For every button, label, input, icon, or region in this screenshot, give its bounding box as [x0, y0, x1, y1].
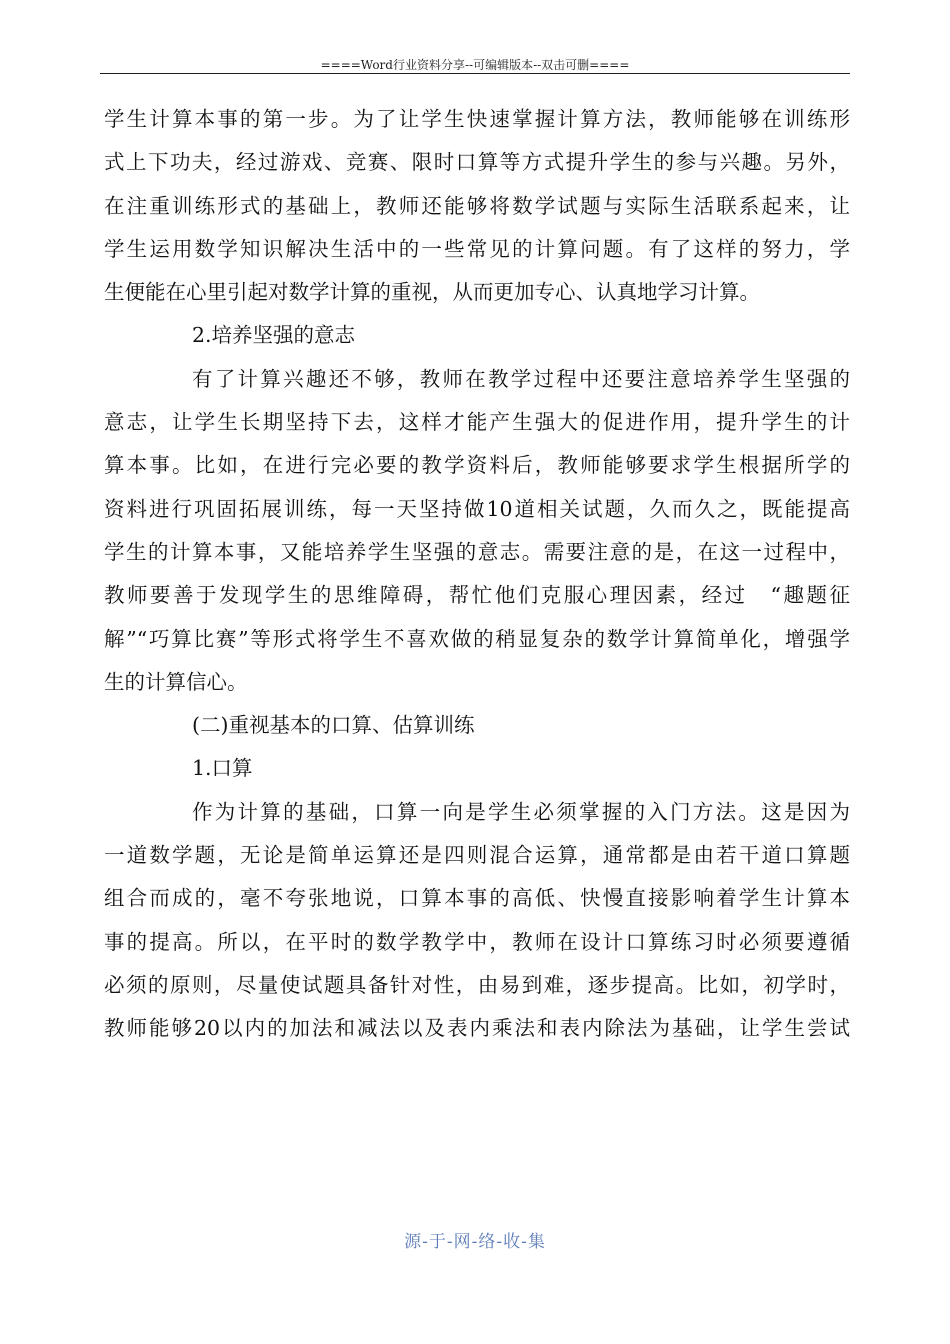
text-line: 教师能够20以内的加法和减法以及表内乘法和表内除法为基础，让学生尝试: [104, 1016, 850, 1041]
header-divider: [100, 73, 850, 74]
text-line: 教师要善于发现学生的思维障碍，帮忙他们克服心理因素，经过 “趣题征: [104, 583, 850, 608]
section-heading-training: (二)重视基本的口算、估算训练: [192, 713, 475, 738]
page-footer: 源-于-网-络-收-集: [404, 1232, 546, 1252]
page-header: ====Word行业资料分享--可编辑版本--双击可删====: [320, 58, 630, 72]
section-heading-willpower: 2.培养坚强的意志: [192, 323, 356, 348]
text-line: 算本事。比如，在进行完必要的教学资料后，教师能够要求学生根据所学的: [104, 453, 850, 478]
text-line: 组合而成的，毫不夸张地说，口算本事的高低、快慢直接影响着学生计算本: [104, 886, 850, 911]
text-line: 学生运用数学知识解决生活中的一些常见的计算问题。有了这样的努力，学: [104, 236, 850, 261]
text-line: 有了计算兴趣还不够，教师在教学过程中还要注意培养学生坚强的: [192, 366, 850, 391]
text-line: 式上下功夫，经过游戏、竞赛、限时口算等方式提升学生的参与兴趣。另外，: [104, 150, 850, 175]
text-line: 学生的计算本事，又能培养学生坚强的意志。需要注意的是，在这一过程中，: [104, 539, 850, 564]
text-line: 一道数学题，无论是简单运算还是四则混合运算，通常都是由若干道口算题: [104, 843, 850, 868]
text-line: 解”“巧算比赛”等形式将学生不喜欢做的稍显复杂的数学计算简单化，增强学: [104, 626, 850, 651]
text-line: 作为计算的基础，口算一向是学生必须掌握的入门方法。这是因为: [192, 799, 850, 824]
paragraph-3: [104, 791, 850, 1051]
paragraph-2: [104, 358, 850, 704]
text-line: 资料进行巩固拓展训练，每一天坚持做10道相关试题，久而久之，既能提高: [104, 496, 850, 521]
text-line: 事的提高。所以，在平时的数学教学中，教师在设计口算练习时必须要遵循: [104, 929, 850, 954]
text-line: 学生计算本事的第一步。为了让学生快速掌握计算方法，教师能够在训练形: [104, 107, 850, 131]
section-heading-oral-calc: 1.口算: [192, 756, 253, 781]
text-line: 在注重训练形式的基础上，教师还能够将数学试题与实际生活联系起来，让: [104, 193, 850, 218]
text-line: 生的计算信心。: [104, 669, 248, 694]
paragraph-1: [104, 98, 850, 314]
text-line: 意志，让学生长期坚持下去，这样才能产生强大的促进作用，提升学生的计: [104, 410, 850, 435]
document-body: [104, 98, 850, 1051]
text-line: 生便能在心里引起对数学计算的重视，从而更加专心、认真地学习计算。: [104, 280, 760, 305]
text-line: 必须的原则，尽量使试题具备针对性，由易到难，逐步提高。比如，初学时，: [104, 972, 850, 997]
